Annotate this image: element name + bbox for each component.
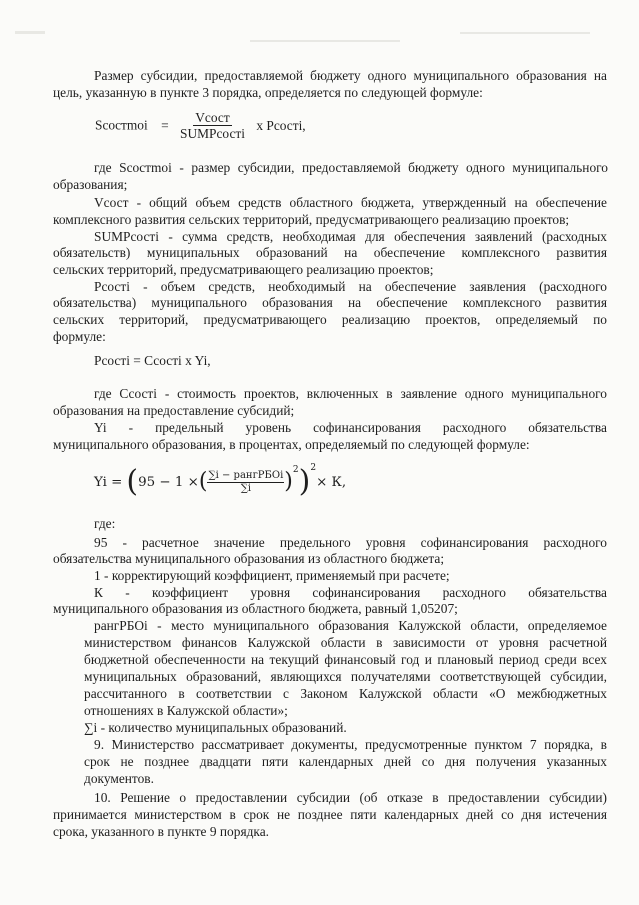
formula-yi-tail: × К, xyxy=(316,474,347,490)
formula-paren: ( xyxy=(198,469,208,494)
formula-lhs: Sсоcтmoi xyxy=(95,117,148,133)
formula-yi-lhs: Yi = xyxy=(94,474,123,490)
paragraph-line: сельских территорий, предусматривающего реализацию проектов; xyxy=(53,262,434,277)
paragraph-line: рангРБОi - место муниципального образования Калужской области, определяемое xyxy=(94,618,607,633)
paragraph-line: образования на предоставление субсидий; xyxy=(53,403,295,418)
formula-paren: ( xyxy=(126,464,139,499)
formula-subsidy xyxy=(95,110,306,141)
paragraph-line: 1 - корректирующий коэффициент, применяемый при расчете; xyxy=(94,568,450,583)
formula-eq: = xyxy=(161,117,169,133)
paragraph-line: 95 - расчетное значение предельного уровня софинансирования расходного xyxy=(94,535,607,550)
paragraph-line: Yi - предельный уровень софинансирования расходного обязательства xyxy=(94,420,607,435)
paragraph-line: обязательства) муниципального образования на обеспечение комплексного развития xyxy=(53,295,607,310)
paragraph-line: Размер субсидии, предоставляемой бюджету одного муниципального образования на xyxy=(94,68,607,83)
paragraph-line: муниципального образования из областного бюджета, равный 1,05207; xyxy=(53,601,458,616)
formula-numerator: Vсост xyxy=(195,110,230,125)
paragraph-line: Vсост - общий объем средств областного бюджета, утвержденный на обеспечение xyxy=(94,195,607,210)
paragraph-line: сельских территорий, предусматривающего реализацию проектов, определяемый по xyxy=(53,312,607,327)
formula-fraction xyxy=(178,110,247,141)
paragraph-line: рассчитанного в соответствии с Законом Калужской области «О межбюджетных xyxy=(84,686,607,701)
paragraph-line: цель, указанную в пункте 3 порядка, определяется по следующей формуле: xyxy=(53,85,483,100)
formula-yi-numerator: ∑i − рангРБОi xyxy=(208,469,284,481)
paragraph-line: формуле: xyxy=(53,329,106,344)
formula-yi-denominator: ∑i xyxy=(240,482,252,494)
formula-yi-exponent: 2 xyxy=(292,465,299,475)
paragraph-line: срок не позднее двадцати пяти календарных дней со дня получения указанных xyxy=(84,754,607,769)
paragraph-line: муниципальных образований, являющихся получателями соответствующей субсидии, xyxy=(84,669,607,684)
paragraph-line: К - коэффициент уровня софинансирования расходного обязательства xyxy=(94,585,607,600)
scan-artifact xyxy=(250,40,400,42)
paragraph-line: срока, указанного в пункте 9 порядка. xyxy=(53,824,270,839)
paragraph-line: 9. Министерство рассматривает документы, предусмотренные пунктом 7 порядка, в xyxy=(94,737,607,752)
formula-paren: ) xyxy=(284,469,293,494)
paragraph-line: Рсостi - объем средств, необходимый на обеспечение заявления (расходного xyxy=(94,279,607,294)
formula-rhs: x Рсостi, xyxy=(256,117,306,133)
paragraph-line: документов. xyxy=(84,771,154,786)
formula-p-cost: Рсостi = Ссостi x Yi, xyxy=(94,353,211,368)
paragraph-line: принимается министерством в срок не позднее пяти календарных дней со дня истечения xyxy=(53,807,607,822)
paragraph-line: отношениях в Калужской области»; xyxy=(84,703,288,718)
paragraph-line: муниципального образования, в процентах, определяемый по следующей формуле: xyxy=(53,437,530,452)
paragraph-line: комплексного развития сельских территорий, предусматривающего реализацию проектов; xyxy=(53,212,570,227)
paragraph-line: где: xyxy=(94,516,116,531)
paragraph-line: SUMРсостi - сумма средств, необходимая для обеспечения заявлений (расходных xyxy=(94,229,607,244)
scan-artifact xyxy=(460,32,590,34)
paragraph-line: 10. Решение о предоставлении субсидии (об отказе в предоставлении субсидии) xyxy=(94,790,607,805)
paragraph-line: бюджетной обеспеченности на текущий финансовый год и плановый период среди всех xyxy=(84,652,607,667)
formula-yi-fraction xyxy=(207,470,284,495)
formula-yi-a: 95 − 1 × xyxy=(138,474,199,490)
paragraph-line: обязательства муниципального образования из областного бюджета; xyxy=(53,551,445,566)
formula-yi xyxy=(94,461,346,503)
scan-artifact xyxy=(15,31,45,34)
paragraph-line: где Sсоcтmoi - размер субсидии, предоставляемой бюджету одного муниципального xyxy=(94,160,608,175)
paragraph-line: министерством финансов Калужской области в зависимости от уровня расчетной xyxy=(84,635,607,650)
paragraph-line: ∑i - количество муниципальных образований. xyxy=(84,720,347,735)
paragraph-line: обязательств) муниципальных образований на обеспечение комплексного развития xyxy=(53,245,607,260)
formula-yi-exponent-outer: 2 xyxy=(310,463,317,473)
paragraph-line: образования; xyxy=(53,177,128,192)
paragraph-line: где Ссостi - стоимость проектов, включенных в заявление одного муниципального xyxy=(94,386,607,401)
formula-paren: ) xyxy=(298,464,311,499)
formula-denominator: SUMРсостi xyxy=(180,126,245,141)
